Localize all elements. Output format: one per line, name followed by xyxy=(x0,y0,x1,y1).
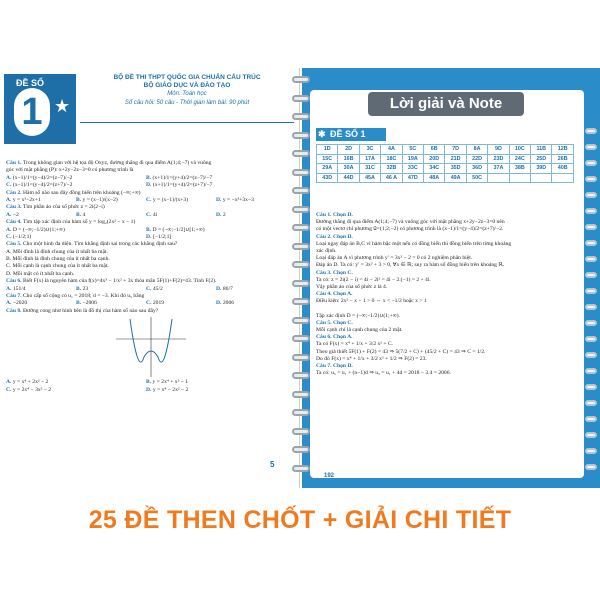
edge-ring xyxy=(585,224,597,230)
answer-cell: 22D xyxy=(466,154,487,164)
solution-line xyxy=(316,291,578,298)
binder-ring xyxy=(292,335,310,342)
answer-cell: 24C xyxy=(509,154,530,164)
binder-ring xyxy=(292,354,310,361)
answer-cell: 4A xyxy=(381,145,402,155)
header-line-3: Môn: Toán học xyxy=(167,91,207,97)
binder-ring xyxy=(292,150,310,157)
solution-heading: Câu 4. Chọn A. xyxy=(316,291,353,298)
question-text: Hàm số nào sau đây đồng biến trên khoảng (−∞;+∞) xyxy=(22,189,141,196)
answer-cell: 8A xyxy=(466,145,487,155)
answer-cell: 18C xyxy=(381,154,402,164)
solution-text: Ta có: u₅ = u₁ + (n−1)d ⇒ u₅ = u₁ + 4d = 2018 − 3.4 = 2006. xyxy=(316,370,451,377)
solution-heading: Câu 3. Chọn C. xyxy=(316,269,353,276)
answer-cell: 16B xyxy=(338,154,359,164)
function-graph xyxy=(116,317,186,377)
solutions-title: Lời giải và Note xyxy=(368,92,524,116)
solution-line xyxy=(316,226,578,233)
solution-heading: Câu 1. Chọn D. xyxy=(316,212,353,218)
question-text: góc với mặt phẳng (P): x+2y−2z−3=0 có phương trình là xyxy=(6,167,134,174)
answer-cell: 11B xyxy=(531,145,552,155)
answer-option: C. 4i xyxy=(146,211,158,218)
answer-cell: 21D xyxy=(445,154,466,164)
question-line xyxy=(6,308,292,315)
edge-ring xyxy=(585,400,597,406)
question-text: Tìm tập xác định của hàm số y = log₂(2x² − x − 1) xyxy=(22,219,136,226)
answer-cell xyxy=(488,173,509,183)
answer-cell: 45A xyxy=(359,173,380,183)
binder-ring xyxy=(292,224,310,231)
edge-ring xyxy=(585,352,597,358)
edge-ring xyxy=(585,208,597,214)
answer-option: A. −2020 xyxy=(6,300,28,307)
solution-line xyxy=(316,262,578,269)
star-icon: ★ xyxy=(54,96,71,116)
answer-cell: 33C xyxy=(402,164,423,174)
left-page xyxy=(0,68,300,488)
exam-header xyxy=(80,74,294,108)
answer-option: A. y = x³−2x+1 xyxy=(6,196,41,203)
solution-line xyxy=(316,327,578,334)
binder-ring xyxy=(292,446,310,453)
edge-ring xyxy=(585,272,597,278)
solution-text: Theo giả thiết 5F(1) + F(2) = 43 ⇒ 5(7/2 + C) + (45/2 + C) = 43 ⇒ C = 1/2. xyxy=(316,348,486,355)
answer-option: D. y = −x³+3x−3 xyxy=(216,196,254,203)
answer-cell: 31C xyxy=(359,164,380,174)
answer-cell: 38B xyxy=(509,164,530,174)
edge-ring xyxy=(585,336,597,342)
edge-ring xyxy=(585,448,597,454)
answer-cell: 7D xyxy=(445,145,466,155)
question-text: Tìm phần ảo của số phức z = 2i(2−i) xyxy=(22,204,105,211)
answer-option: A. −2 xyxy=(6,211,19,218)
question-number: Câu 4. xyxy=(6,219,23,226)
solution-text: Loại đáp án A vì phương trình y′ = 3x² − 2 = 0 có 2 nghiệm phân biệt. xyxy=(316,255,473,262)
binder-ring xyxy=(292,76,310,83)
solution-text: có một vectơ chỉ phương u⃗=(1;2;−2) có phương trình là (x−1)/1=(y−4)/2=(z+7)/−2. xyxy=(316,226,504,233)
header-divider xyxy=(80,122,294,123)
solution-line xyxy=(316,320,578,327)
header-line-1: BỘ ĐỀ THI THPT QUỐC GIA CHUẨN CẤU TRÚC xyxy=(113,74,261,81)
solution-text: Vậy phần ảo của số phức z là 4. xyxy=(316,283,388,290)
solution-heading: Câu 5. Chọn C. xyxy=(316,319,353,326)
question-line xyxy=(6,160,292,167)
binder-ring xyxy=(292,132,310,139)
question-number: Câu 7. xyxy=(6,293,23,300)
question-text: A. Mỗi đỉnh là đỉnh chung của ít nhất ba mặt. xyxy=(6,248,108,255)
binder-ring xyxy=(292,261,310,268)
binder-ring xyxy=(292,206,310,213)
question-text: Cho một hình đa diện. Tìm khẳng định sai trong các khẳng định sau? xyxy=(22,241,178,248)
solution-list xyxy=(316,212,578,377)
answer-cell: 26B xyxy=(552,154,574,164)
answer-cell: 19A xyxy=(402,154,423,164)
edge-ring xyxy=(585,160,597,166)
header-line-4: Số câu hỏi: 50 câu - Thời gian làm bài: 90 phút xyxy=(124,100,250,106)
question-line xyxy=(6,227,292,234)
exam-number: 1 xyxy=(14,88,50,136)
answer-option: A. (x−1)/1=(y−4)/2=(z−7)/−2 xyxy=(6,174,73,181)
answer-option: D. 2006 xyxy=(216,300,235,307)
answer-option: A. y = x⁴ + 2x² − 2 xyxy=(6,379,49,386)
answer-cell xyxy=(509,173,530,183)
question-number: Câu 6. xyxy=(6,278,23,285)
answer-key-table xyxy=(316,144,574,183)
question-text: D. Mỗi mặt có ít nhất ba cạnh. xyxy=(6,270,75,277)
answer-cell: 23D xyxy=(488,154,509,164)
answer-option: C. 2019 xyxy=(146,300,165,307)
question-line xyxy=(6,219,292,226)
solution-line xyxy=(316,270,578,277)
edge-ring xyxy=(585,256,597,262)
answer-cell: 29A xyxy=(317,164,338,174)
answer-cell: 50C xyxy=(466,173,487,183)
answer-cell: 17A xyxy=(359,154,380,164)
solution-line xyxy=(316,334,578,341)
answer-cell: 40B xyxy=(552,164,574,174)
answer-cell: 1D xyxy=(317,145,338,155)
solution-line xyxy=(316,277,578,284)
solution-line xyxy=(316,212,578,219)
answer-option: A. D = (−∞;−1/2)∪(1;+∞) xyxy=(6,226,65,233)
question-line xyxy=(6,293,292,300)
solution-line xyxy=(316,219,578,226)
solution-line xyxy=(316,248,578,255)
answer-cell: 49A xyxy=(445,173,466,183)
edge-ring xyxy=(585,288,597,294)
edge-ring xyxy=(585,304,597,310)
answer-cell: 43D xyxy=(317,173,338,183)
solution-text: xác định. xyxy=(316,247,337,254)
answer-option: C. (−1/2;1) xyxy=(6,233,32,240)
answer-option: D. y = x⁴ − 2x² − 2 xyxy=(146,386,189,393)
binder-ring xyxy=(292,95,310,102)
right-page-number: 192 xyxy=(324,473,335,479)
answer-cell: 39D xyxy=(531,164,552,174)
solution-line xyxy=(316,241,578,248)
answer-option: B. −2006 xyxy=(76,300,97,307)
exam-tag xyxy=(316,128,386,141)
answer-option: D. [−1/2;1] xyxy=(146,233,172,240)
book-spread xyxy=(0,68,600,488)
solution-line xyxy=(316,356,578,363)
answer-cell: 37A xyxy=(488,164,509,174)
answer-row xyxy=(317,145,574,155)
solution-heading: Câu 6. Chọn A. xyxy=(316,334,353,341)
answer-cell: 44D xyxy=(338,173,359,183)
solution-line xyxy=(316,363,578,370)
answer-option: D. 2 xyxy=(216,211,226,218)
answer-cell: 20D xyxy=(424,154,445,164)
question-line xyxy=(6,387,292,394)
question-line xyxy=(6,182,292,189)
answer-cell: 32B xyxy=(381,164,402,174)
question-line xyxy=(6,241,292,248)
question-line xyxy=(6,212,292,219)
binder-ring xyxy=(292,372,310,379)
answer-cell: 15C xyxy=(317,154,338,164)
question-line xyxy=(6,167,292,174)
answer-cell: 25D xyxy=(531,154,552,164)
solution-text: Đáp án D. Ta có: y′ = 3x² + 3 > 0, ∀x ∈ ℝ; suy ra hàm số đồng biến trên khoảng ℝ. xyxy=(316,262,505,269)
edge-ring xyxy=(585,240,597,246)
exam-number-badge xyxy=(4,74,76,144)
answer-option: C. y = (x−1)/(x+3) xyxy=(146,196,189,203)
question-text: Trong không gian với hệ tọa độ Oxyz, đường thẳng đi qua điểm A(1;4;−7) và vuông xyxy=(22,160,212,166)
answer-option: A. 151/4 xyxy=(6,285,26,292)
question-number: Câu 5. xyxy=(6,241,23,248)
answer-option: B. 23 xyxy=(76,285,89,292)
answer-cell: 9D xyxy=(488,145,509,155)
binder-ring xyxy=(292,113,310,120)
question-line xyxy=(6,300,292,307)
header-line-2: BỘ GIÁO DỤC VÀ ĐÀO TẠO xyxy=(143,82,231,89)
solution-text: Mỗi cạnh chỉ là cạnh chung của 2 mặt. xyxy=(316,327,403,333)
answer-option: D. (x+1)/1=(y+4)/2=(z+7)/−7 xyxy=(146,182,213,189)
question-line xyxy=(6,286,292,293)
answer-cell: 47D xyxy=(402,173,423,183)
edge-ring xyxy=(585,384,597,390)
answer-cell: 10C xyxy=(509,145,530,155)
solution-line xyxy=(316,349,578,356)
solution-text: Điều kiện: 2x² − x − 1 > 0 ⇔ x < −1/2 hoặc x > 1 xyxy=(316,298,427,305)
question-line xyxy=(6,190,292,197)
edge-ring xyxy=(585,176,597,182)
answer-option: C. 45/2 xyxy=(146,285,163,292)
question-line xyxy=(6,197,292,204)
answer-cell: 2D xyxy=(338,145,359,155)
solution-text: Loại ngay đáp án B,C vì hàm bậc một nếu có đồng biến thì đồng biến trên từng khoảng xyxy=(316,240,512,247)
binder-ring xyxy=(292,280,310,287)
answer-option: B. (x+1)/1=(y+4)/2=(z−7)/−7 xyxy=(146,174,213,181)
answer-option: B. y = (x−1)/(x−2) xyxy=(76,196,118,203)
promo-caption: 25 ĐỀ THEN CHỐT + GIẢI CHI TIẾT xyxy=(88,506,512,534)
answer-option: C. (x−1)/1=(y−4)/2=(z+7)/−2 xyxy=(6,182,73,189)
binder-ring xyxy=(292,187,310,194)
solution-line xyxy=(316,313,578,320)
binder-rings xyxy=(292,68,310,488)
question-line xyxy=(6,271,292,278)
question-text: B. Mỗi đỉnh là đỉnh chung của ít nhất ba cạnh. xyxy=(6,256,110,263)
question-text: C. Mỗi cạnh là cạnh chung của ít nhất ba mặt. xyxy=(6,263,109,270)
question-line xyxy=(6,175,292,182)
answer-cell: 35D xyxy=(445,164,466,174)
solution-line xyxy=(316,298,578,305)
question-line xyxy=(6,256,292,263)
answer-cell xyxy=(531,173,552,183)
binder-ring xyxy=(292,465,310,472)
solution-text: Ta có F(x) = x⁴ + 1/x + 3/2 x² + C. xyxy=(316,341,394,348)
answer-cell: 48A xyxy=(424,173,445,183)
question-number: Câu 3. xyxy=(6,204,23,211)
solution-heading: Câu 2. Chọn D. xyxy=(316,233,353,240)
question-list xyxy=(6,160,292,394)
edge-ring xyxy=(585,320,597,326)
answer-cell: 36D xyxy=(466,164,487,174)
solution-heading: Câu 7. Chọn D. xyxy=(316,362,353,369)
answer-row xyxy=(317,173,574,183)
answer-option: B. 4 xyxy=(76,211,86,218)
edge-ring xyxy=(585,192,597,198)
solution-line xyxy=(316,284,578,291)
solution-line xyxy=(316,305,578,312)
solution-text: Do đó F(x) = x⁴ + 1/x + 3/2 x² + 1/2 ⇒ F(2) = 23. xyxy=(316,355,427,362)
solution-line xyxy=(316,255,578,262)
edge-ring xyxy=(585,144,597,150)
question-text: Cho cấp số cộng có u₁ = 2018; d = −3. Khi đó u₅ bằng xyxy=(22,293,145,300)
question-number: Câu 8. xyxy=(6,307,23,314)
answer-option: D. 86/7 xyxy=(216,285,233,292)
binder-ring xyxy=(292,298,310,305)
edge-ring xyxy=(585,432,597,438)
exam-tag-label: ĐỀ SỐ 1 xyxy=(330,129,366,139)
solution-line xyxy=(316,370,578,377)
answer-option: C. y = 2x⁴ − 3x² − 2 xyxy=(6,386,52,393)
answer-cell: 34C xyxy=(424,164,445,174)
binder-ring xyxy=(292,391,310,398)
solution-text: Đường thẳng đi qua điểm A(1;4;−7) và vuông góc với mặt phẳng x+2y−2z−3=0 nên xyxy=(316,219,505,226)
solution-panel xyxy=(310,90,584,478)
answer-option: B. D = (−∞;−1/2]∪[1;+∞) xyxy=(146,226,205,233)
answer-cell xyxy=(552,173,574,183)
binder-ring xyxy=(292,428,310,435)
answer-cell: 12B xyxy=(552,145,574,155)
answer-cell: 30A xyxy=(338,164,359,174)
question-line xyxy=(6,204,292,211)
solution-text: Ta có: z = 2i(2 − i) = 4i − 2i² = 4i − 2.(−1) = 2 + 4i. xyxy=(316,276,431,283)
question-line xyxy=(6,379,292,386)
exam-label: ĐỀ SỐ xyxy=(15,78,44,88)
question-line xyxy=(6,249,292,256)
answer-row xyxy=(317,164,574,174)
question-line xyxy=(6,263,292,270)
asterisk-icon: ✱ xyxy=(318,129,326,139)
binder-ring xyxy=(292,317,310,324)
edge-ring xyxy=(585,464,597,470)
solution-text: Tập xác định D = (−∞;−1/2)∪(1;+∞). xyxy=(316,312,401,319)
question-number: Câu 1. xyxy=(6,160,23,166)
answer-cell: 6B xyxy=(424,145,445,155)
edge-ring xyxy=(585,416,597,422)
left-page-number: 5 xyxy=(270,460,275,469)
answer-option: B. y = 2x⁴ + x² − 1 xyxy=(146,379,188,386)
solution-line xyxy=(316,234,578,241)
answer-cell: 46 A xyxy=(381,173,402,183)
edge-ring xyxy=(585,128,597,134)
binder-ring xyxy=(292,243,310,250)
question-text: Biết F(x) là nguyên hàm của f(x)=4x³ − 1/x² + 3x thỏa mãn 5F(1)+F(2)=43. Tính F(2). xyxy=(22,278,217,285)
question-number: Câu 2. xyxy=(6,189,23,196)
binder-ring xyxy=(292,409,310,416)
answer-cell: 5C xyxy=(402,145,423,155)
question-line xyxy=(6,278,292,285)
right-page xyxy=(302,68,600,488)
answer-cell: 3C xyxy=(359,145,380,155)
solution-line xyxy=(316,341,578,348)
answer-row xyxy=(317,154,574,164)
binder-ring xyxy=(292,169,310,176)
question-text: Đường cong như hình bên là đồ thị của hàm số nào sau đây? xyxy=(22,307,159,314)
edge-ring xyxy=(585,368,597,374)
question-line xyxy=(6,234,292,241)
